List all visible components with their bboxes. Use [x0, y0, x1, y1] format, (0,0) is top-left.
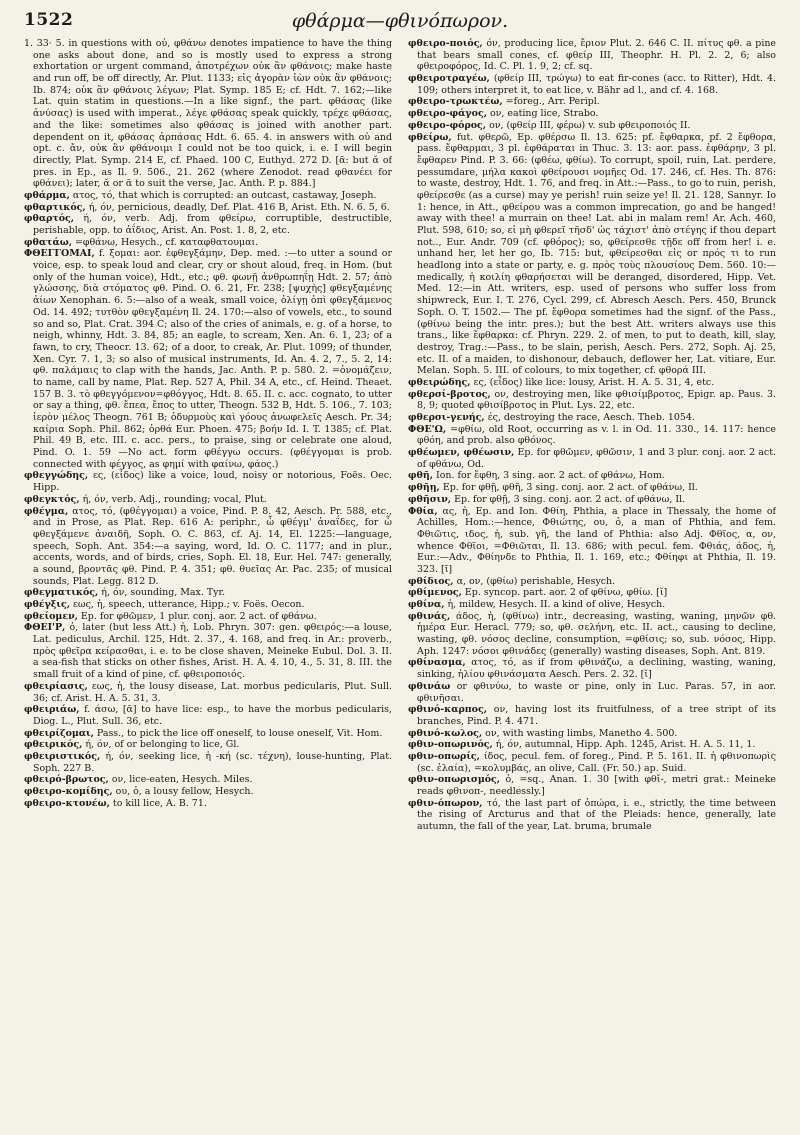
dictionary-entry — [408, 412, 776, 424]
entry-headword: φθειρο-φάγος, — [408, 108, 487, 120]
dictionary-entry — [408, 751, 776, 774]
entry-headword: φθειρίζομαι, — [24, 727, 94, 739]
dictionary-entry — [24, 739, 392, 751]
dictionary-entry — [408, 739, 776, 751]
entry-text: Ep. for φθῇ, φθῆ, 3 sing. conj. aor. 2 act. of φθάνω, Il. — [442, 482, 698, 494]
entry-text: ες, (εἶδος) like a voice, loud, noisy or notorious, Foës. Oec. Hipp. — [33, 470, 392, 494]
entry-headword: φθίμενος, — [408, 587, 462, 599]
entry-text: ατος, τό, (φθέγγομαι) a voice, Pind. P. 8. 42, Aesch. Pr. 588, etc., and in Prose, as Plat. Rep. 616 A: periphr., ὦ φθέγμ' ἀναΐδες, for ὦ φθεγξάμενε ἀναιδῆ, Soph. O. C. 863, cf. Aj. 14, El. 1225:—language, speech, Soph. Ant. 354:—a saying, word, Id. O. C. 1177; and in plur., accents, words, and of birds, cries, Soph. El. 18, Eur. Hel. 747: generally, a sound, βροντᾶς φθ. Pind. P. 4. 351; φθ. θυεῖας Ar. Pac. 235; of musical sounds, Plat. Legg. 812 D. — [33, 505, 392, 587]
entry-headword: φθαρτικός, — [24, 201, 86, 213]
columns — [24, 38, 776, 1128]
dictionary-entry — [24, 786, 392, 798]
entry-headword: φθινάω — [408, 680, 451, 692]
entry-headword: φθινό-κωλος, — [408, 727, 483, 739]
dictionary-entry — [408, 38, 776, 73]
entry-text: ή, όν, autumnal, Hipp. Aph. 1245, Arist. H. A. 5. 11, 1. — [495, 739, 756, 751]
dictionary-entry — [24, 704, 392, 727]
entry-headword: φθείομεν, — [24, 610, 78, 622]
entry-headword: φθειρίασις, — [24, 680, 88, 692]
entry-headword: φθῆσιν, — [408, 493, 452, 505]
dictionary-entry — [408, 96, 776, 108]
entry-text: ας, ἡ, Ep. and Ion. Φθίη, Phthia, a place in Thessaly, the home of Achilles, Hom.:—hence, Φθιώτης, ου, ὁ, a man of Phthia, and fem. Φθιῶτις, ιδος, ἡ, sub. γῆ, the land of Phthia: also Adj. Φθῖος, α, ον, whence Φθῖοι, =Φθιῶται, Il. 13. 686; with pecul. fem. Φθιάς, άδος, ἡ, Eur.:—Adv., Φθίηνδε to Phthia, Il. 1. 169, etc.; Φθίηφι at Phthia, Il. 19. 323. [ῑ] — [417, 505, 776, 575]
dictionary-entry — [24, 599, 392, 611]
entry-text: (φθείρ III, τρώγω) to eat fir-cones (acc. to Ritter), Hdt. 4. 109; others interpret it, to eat lice, v. Bähr ad l., and cf. 4. 168. — [417, 73, 776, 96]
entry-headword: φθῆῃ, — [408, 482, 440, 494]
dictionary-entry — [24, 681, 392, 704]
entry-headword: φθειρο-φόρος, — [408, 119, 487, 131]
dictionary-entry — [408, 681, 776, 704]
entry-headword: φθειροτραγέω, — [408, 73, 490, 85]
dictionary-entry — [408, 482, 776, 494]
dictionary-entry — [408, 132, 776, 377]
entry-text: άδος, ἡ, (φθίνω) intr., decreasing, wasting, waning, μηνῶν φθ. ἡμέρα Eur. Heracl. 779; so, φθ. σελήνη, etc. II. act., causing to decline, wasting, φθ. νόσος decline, consumption, =φθίσις; so, sub. νόσος, Hipp. Aph. 1247: νόσοι φθινάδες (generally) wasting diseases, Soph. Ant. 819. — [417, 610, 776, 657]
entry-headword: φθατάω, — [24, 236, 72, 248]
dictionary-entry — [408, 447, 776, 470]
entry-text: Ep. for φθῶμεν, φθῶσιν, 1 and 3 plur. conj. aor. 2 act. of φθάνω, Od. — [417, 447, 776, 470]
dictionary-entry — [24, 38, 392, 190]
dictionary-entry — [408, 599, 776, 611]
entry-headword: φθινάς, — [408, 610, 451, 622]
entry-text: ατος, τό, that which is corrupted: an outcast, castaway, Joseph. — [72, 189, 377, 201]
entry-text: ή, όν, of or belonging to lice, Gl. — [85, 739, 240, 751]
page-header — [24, 10, 776, 36]
entry-headword: φθινό-καρπος, — [408, 704, 488, 716]
entry-headword: φθίνασμα, — [408, 657, 466, 669]
entry-headword: φθείρω, — [408, 131, 452, 143]
entry-text: to kill lice, A. B. 71. — [112, 797, 207, 809]
page-number: 1522 — [24, 10, 74, 30]
dictionary-entry — [408, 657, 776, 680]
dictionary-entry — [408, 728, 776, 740]
entry-headword: φθεγγώδης, — [24, 470, 89, 482]
entry-text: Ep. for φθῶμεν, 1 plur. conj. aor. 2 act. of φθάνω. — [80, 610, 317, 622]
entry-headword: φθειριστικός, — [24, 750, 101, 762]
entry-text: ή, όν, sounding, Max. Tyr. — [101, 587, 225, 599]
entry-headword: φθάρμα, — [24, 189, 70, 201]
dictionary-entry — [24, 213, 392, 236]
dictionary-entry — [24, 202, 392, 214]
entry-headword: φθερσί-βροτος, — [408, 388, 491, 400]
entry-text: ή, όν, verb. Adj., rounding; vocal, Plut. — [82, 493, 267, 505]
entry-headword: ΦΘΕΙ'Ρ, — [24, 622, 66, 634]
entry-text: ὁ, later (but less Att.) ἡ, Lob. Phryn. 307: gen. φθειρός:—a louse, Lat. pediculus, Archil. 125, Hdt. 2. 37., 4. 168, and freq. in Ar.: proverb., πρὸς φθεῖρα κείρασθαι, i. e. to be close shaven, Meineke Eubul. Dol. 3. II. a sea-fish that sticks on other fishes, Arist. H. A. 4. 10, 4., 5. 31, 8. III. the small fruit of a kind of pine, cf. φθειροποιός. — [33, 622, 392, 681]
entry-headword: φθεγκτός, — [24, 493, 80, 505]
dictionary-entry — [24, 728, 392, 740]
running-head: φθάρμα—φθινόπωρον. — [291, 10, 509, 32]
entry-headword: φθιν-οπωρίς, — [408, 750, 480, 762]
entry-headword: φθερσι-γενής, — [408, 412, 485, 423]
dictionary-entry — [24, 622, 392, 680]
entry-text: ἡ, mildew, Hesych. II. a kind of olive, Hesych. — [447, 599, 666, 610]
entry-text: 1. 33· 5. in questions with οὐ, φθάνω denotes impatience to have the thing one asks about done, and so is mostly used to express a strong exhortation or urgent command, ἀποτρέχων οὐκ ἂν φθάνοις; make haste and run off, be off directly, Ar. Plut. 1133; εἰς ἀγορὰν ἰὼν οὐκ ἂν φθάνοις; Ib. 874; οὐκ ἂν φθάνοις λέγων; Plat. Symp. 185 E; cf. Hdt. 7. 162;—like Lat. quin statim in questions.—In a like signf., the part. φθάσας (like ἀνύσας) is used with imperat., λέγε φθάσας speak quickly, τρέχε φθάσας, and the like: sometimes also φθάσας is joined with another part. dependent on it, φθάσας ἁρπάσας Hdt. 6. 65. 4. in answers with οὐ and opt. c. ἄν, οὐκ ἂν φθάνοιμι I could not be too quick, i. e. I will begin directly, Plat. Symp. 214 E, cf. Phaed. 100 C, Euthyd. 272 D. [ᾱ: but ᾰ of pres. in Ep., as Il. 9. 506., 21. 262 (where Zenodot. read φθανέει for φθάνει); later, ᾰ or ᾱ to suit the verse, Jac. Anth. P. p. 884.] — [24, 38, 392, 190]
entry-text: =foreg., Arr. Peripl. — [505, 96, 600, 108]
dictionary-entry — [408, 774, 776, 797]
entry-headword: φθῆ, — [408, 470, 433, 482]
dictionary-entry — [24, 248, 392, 470]
entry-text: fut. φθερῶ, Ep. φθέρσω Il. 13. 625: pf. ἔφθαρκα, pf. 2 ἔφθορα, pass. ἔφθαρμαι, 3 pl. ἐφθάραται in Thuc. 3. 13: aor. pass. ἐφθάρην, 3 pl. ἔφθαρεν Pind. P. 3. 66: (φθέω, φθίω). To corrupt, spoil, ruin, Lat. perdere, pessumdare, μήλα κακοὶ φθείρουσι νομῆες Od. 17. 246, cf. Hes. Th. 876: to waste, destroy, Hdt. 1. 76, and freq. in Att.:—Pass., to go to ruin, perish, φθείρεσθε (as a curse) may ye perish! ruin seize ye! Il. 21. 128, Sannyr. Io 1: hence, in Att., φθείρου was a common imprecation, go and be hanged! away with thee! a murrain on thee! Lat. abi in malam rem! Ar. Ach. 460, Plut. 598, 610; so, εἰ μὴ φθερεῖ τῆσδ' ὡς τάχιστ' ἀπὸ στέγης if thou depart not.., Eur. Andr. 709 (cf. φθόρος); so, φθείρεσθε τῇδε off from her! i. e. unhand her, let her go, Ib. 715: but, φθείρεσθαι εἰς or πρός τι to run headlong into a state or party, e. g. πρὸς τοὺς πλουσίους Dem. 560. 10:—medically, ἡ κοιλίη φθαρήσεται will be deranged, disordered, Hipp. Vet. Med. 12:—in Att. writers, esp. used of persons who suffer loss from shipwreck, Eur. I. T. 276, Cycl. 299, cf. Abresch Aesch. Pers. 450, Brunck Soph. O. T. 1502.— The pf. ἔφθορα sometimes had the signf. of the Pass., (φθίνω being the intr. pres.); but the best Att. writers always use this trans., like ἔφθαρκα: cf. Phryn. 229. 2. of men, to put to death, kill, slay, destroy, Trag.:—Pass., to be slain, perish, Aesch. Pers. 272, Soph. Aj. 25, etc. II. of a maiden, to dishonour, debauch, deflower her, Lat. vitiare, Eur. Melan. Soph. 5. III. of colours, to mix together, cf. φθορά III. — [417, 131, 776, 377]
entry-text: =φθάνω, Hesych., cf. καταφθατουμαι. — [74, 236, 259, 248]
entry-text: ον, with wasting limbs, Manetho 4. 500. — [485, 727, 678, 739]
entry-text: Pass., to pick the lice off oneself, to louse oneself, Vit. Hom. — [96, 727, 383, 739]
entry-text: α, ον, (φθίω) perishable, Hesych. — [456, 575, 616, 587]
entry-headword: φθειρο-κτονέω, — [24, 797, 110, 809]
entry-text: τό, the last part of ὀπώρα, i. e., strictly, the time between the rising of Arcturus and that of the Pleiads: hence, generally, late autumn, the fall of the year, Lat. bruma, brumale — [417, 797, 776, 833]
dictionary-entry — [408, 470, 776, 482]
right-column — [408, 38, 776, 1128]
entry-headword: φθειρο-τρωκτέω, — [408, 96, 503, 108]
dictionary-entry — [408, 377, 776, 389]
entry-text: f. ξομαι: aor. ἐφθεγξάμην, Dep. med. :—to utter a sound or voice, esp. to speak loud and clear, cry or shout aloud, freq. in Hom. (but only of the human voice), Hdt., etc.; φθ. φωνῇ ἀνθρωπηΐῃ Hdt. 2. 57; ἀπὸ γλώσσης, διὰ στόματος φθ. Pind. O. 6. 21, Fr. 238; [ψυχὴς] φθεγξαμένης ἀίων Xenophan. 6. 5:—also of a weak, small voice, ὀλίγῃ ὀπὶ φθεγξάμενος Od. 14. 492; τυτθὸν φθεγξαμένη Il. 24. 170:—also of vowels, etc., to sound so and so, Plat. Crat. 394 C; also of the cries of animals, e. g. of a horse, to neigh, whinny, Hdt. 3. 84, 85; an eagle, to scream, Xen. An. 6. 1, 23; of a fawn, to cry, Theocr. 13. 62; of a door, to creak, Ar. Plut. 1099; of thunder, Xen. Cyr. 7. 1, 3; so also of musical instruments, Id. An. 4. 2, 7., 5. 2, 14: φθ. παλάμαις to clap with the hands, Jac. Anth. P. p. 580. 2. =ὀνομάζειν, to name, call by name, Plat. Rep. 527 A, Phil. 34 A, etc., cf. Heind. Theaet. 157 B. 3. τὸ φθεγγόμενον=φθόγγος, Hdt. 8. 65. II. c. acc. cognato, to utter or say a thing, φθ. ἔπεα, ἔπος to utter, Theogn. 532 B, Hdt. 5. 106., 7. 103; ἱερὸν μέλος Theogn. 761 B; ὀδυρμοὺς καὶ γόους ἀνωφελεῖς Aesch. Pr. 34; καίρια Soph. Phil. 862; ὀρθά Eur. Phoen. 475; βοήν Id. I. T. 1385; cf. Plat. Phil. 49 B, etc. III. c. acc. pers., to praise, sing or celebrate one aloud, Pind. O. 1. 59 —No act. form φθέγγω occurs. (φθέγγομαι is prob. connected with φέγγος, as φημί with φαίνω, φάος.) — [33, 248, 392, 470]
entry-text: ου, ὁ, a lousy fellow, Hesych. — [115, 786, 254, 797]
entry-text: εως, ἡ, speech, utterance, Hipp.; v. Foës. Oecon. — [73, 599, 305, 610]
entry-headword: ΦΘΕΓΓΟΜΑΙ, — [24, 248, 95, 260]
entry-text: ή, όν, verb. Adj. from φθείρω, corruptible, destructible, perishable, opp. to ἀΐδιος, Arist. An. Post. 1. 8, 2, etc. — [33, 213, 392, 236]
entry-text: Ep. for φθῇ, 3 sing. conj. aor. 2 act. of φθάνω, Il. — [454, 493, 686, 505]
entry-headword: φθιν-οπωρινός, — [408, 739, 493, 751]
dictionary-entry — [24, 190, 392, 202]
entry-headword: φθίδιος, — [408, 575, 454, 587]
entry-text: ατος, τό, as if from φθινάζω, a declining, wasting, waning, sinking, ἡλίου φθινάσματα Aesch. Pers. 2. 32. [ῐ] — [417, 657, 776, 681]
entry-text: Ep. syncop. part. aor. 2 of φθίνω, φθίω. [ῐ] — [464, 587, 668, 599]
entry-headword: Φθία, — [408, 505, 438, 517]
entry-text: εως, ἡ, the lousy disease, Lat. morbus pedicularis, Plut. Sull. 36; cf. Arist. H. A. 5. 31, 3. — [33, 680, 392, 704]
entry-text: ίδος, pecul. fem. of foreg., Pind. P. 5. 161. II. ἡ φθινοπωρὶς (sc. ἐλαία), =κολυμβάς, an olive, Call. (Fr. 50.) ap. Suid. — [417, 750, 776, 774]
dictionary-entry — [408, 108, 776, 120]
dictionary-entry — [408, 424, 776, 447]
dictionary-entry — [24, 470, 392, 493]
entry-headword: φθειρικός, — [24, 739, 83, 751]
entry-headword: φθιν-οπωρισμός, — [408, 774, 501, 786]
dictionary-entry — [24, 494, 392, 506]
dictionary-entry — [408, 506, 776, 576]
entry-text: ή, όν, seeking lice, ἡ -κή (sc. τέχνη), louse-hunting, Plat. Soph. 227 B. — [33, 750, 392, 774]
entry-text: Ion. for ἔφθη, 3 sing. aor. 2 act. of φθάνω, Hom. — [435, 470, 665, 482]
dictionary-entry — [24, 774, 392, 786]
entry-headword: φθέωμεν, φθέωσιν, — [408, 447, 515, 459]
entry-headword: φθέγξις, — [24, 599, 70, 610]
entry-headword: φθειρο-ποιός, — [408, 38, 483, 49]
dictionary-entry — [408, 73, 776, 96]
dictionary-entry — [408, 120, 776, 132]
dictionary-entry — [24, 237, 392, 249]
entry-headword: φθαρτός, — [24, 213, 75, 225]
entry-text: ον, destroying men, like φθισίμβροτος, Epigr. ap. Paus. 3. 8, 9; quoted φθισίβροτος in Plut. Lys. 22, etc. — [417, 388, 776, 412]
left-column — [24, 38, 392, 1128]
dictionary-entry — [408, 389, 776, 412]
dictionary-entry — [408, 494, 776, 506]
entry-text: ές, destroying the race, Aesch. Theb. 1054. — [487, 412, 695, 423]
entry-headword: φθέγμα, — [24, 505, 69, 517]
entry-text: ὁ, =sq., Anan. 1. 30 [with φθῐ-, metri grat.: Meineke reads φθινοπ-, needlessly.] — [417, 774, 776, 797]
dictionary-entry — [408, 704, 776, 727]
entry-headword: ΦΘΕ'Ω, — [408, 423, 447, 435]
entry-headword: φθειρώδης, — [408, 376, 471, 388]
dictionary-entry — [24, 587, 392, 599]
entry-text: ον, having lost its fruitfulness, of a tree stript of its branches, Pind. P. 4. 471. — [417, 704, 776, 727]
dictionary-entry — [408, 611, 776, 658]
dictionary-entry — [408, 798, 776, 833]
entry-text: f. άσω, [ᾱ] to have lice: esp., to have the morbus pedicularis, Diog. L., Plut. Sull. 36, etc. — [33, 704, 392, 727]
entry-text: =φθίω, old Root, occurring as v. l. in Od. 11. 330., 14. 117: hence φθόη, and prob. also φθόνος. — [417, 423, 776, 447]
entry-text: όν, producing lice, ἔριον Plut. 2. 646 C. II. πίτυς φθ. a pine that bears small cones, cf. φθείρ III, Theophr. H. Pl. 2. 2, 6; also φθειροφόρος, Id. C. Pl. 1. 9, 2; cf. sq. — [417, 38, 776, 73]
entry-headword: φθεγματικός, — [24, 587, 99, 599]
dictionary-entry — [24, 506, 392, 588]
entry-headword: φθιν-όπωρον, — [408, 797, 483, 809]
dictionary-entry — [24, 751, 392, 774]
entry-headword: φθίνα, — [408, 599, 445, 610]
dictionary-entry — [24, 611, 392, 623]
entry-text: ες, (εἶδος) like lice: lousy, Arist. H. A. 5. 31, 4, etc. — [473, 376, 715, 388]
dictionary-entry — [408, 576, 776, 588]
entry-headword: φθειρο-κομίδης, — [24, 786, 113, 797]
entry-headword: φθειριάω, — [24, 704, 80, 716]
entry-text: or φθινύω, to waste or pine, only in Luc. Paras. 57, in aor. φθινῆσαι. — [417, 680, 776, 704]
dictionary-entry — [24, 798, 392, 810]
entry-headword: φθειρό-βρωτος, — [24, 774, 109, 786]
dictionary-entry — [408, 587, 776, 599]
entry-text: ον, eating lice, Strabo. — [489, 108, 599, 120]
entry-text: ον, (φθείρ III, φέρω) v. sub φθειροποιός II. — [489, 119, 691, 131]
entry-text: ον, lice-eaten, Hesych. Miles. — [111, 774, 253, 786]
entry-text: ή, όν, pernicious, deadly, Def. Plat. 416 B, Arist. Eth. N. 6. 5, 6. — [88, 201, 390, 213]
